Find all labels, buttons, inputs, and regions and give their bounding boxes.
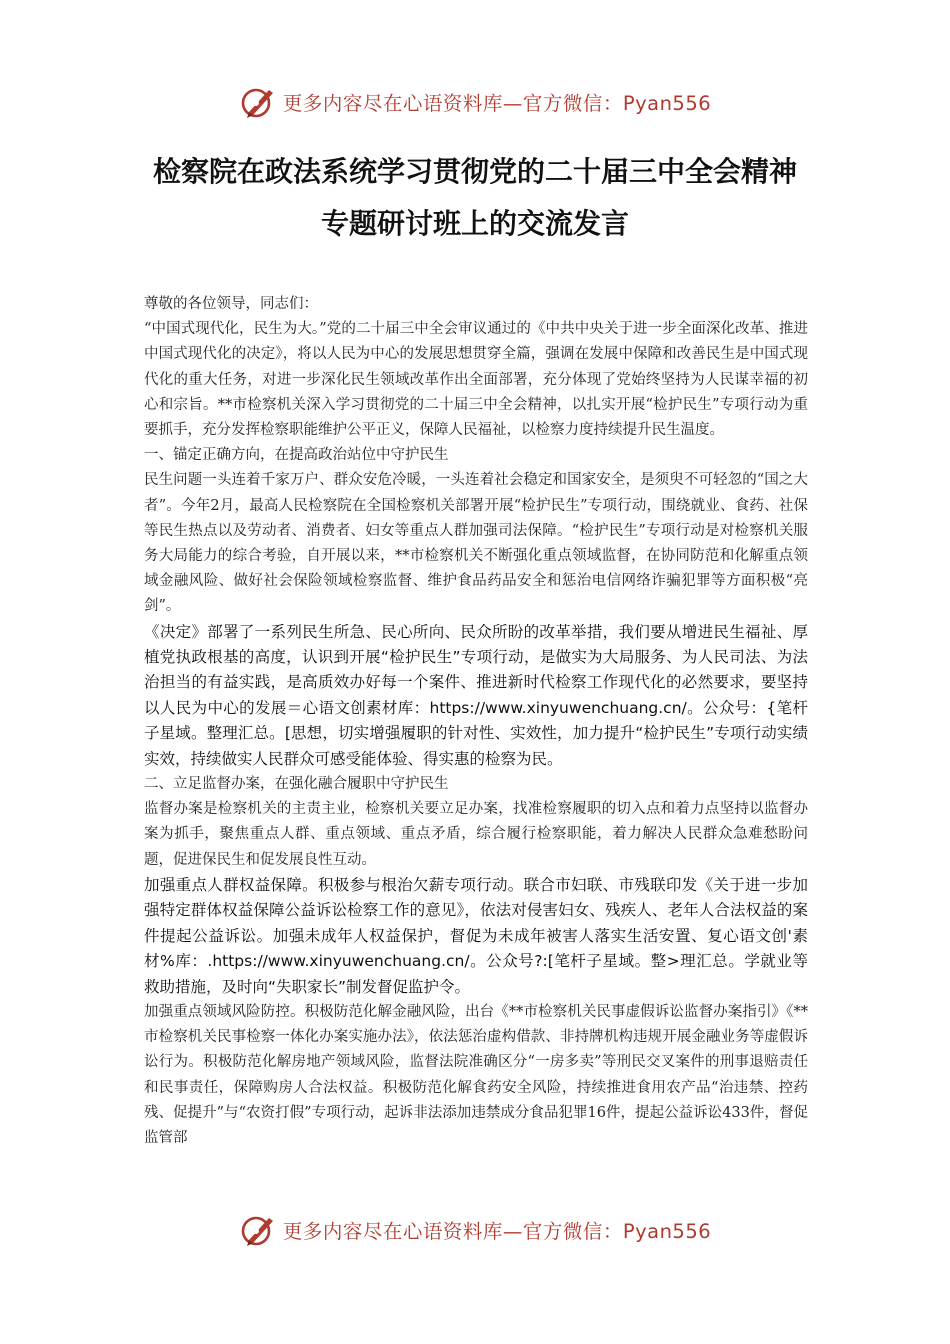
section-2-paragraph-3: 加强重点领域风险防控。积极防范化解金融风险，出台《**市检察机关民事虚假诉讼监督办案指引》《**市检察机关民事检察一体化办案实施办法》，依法惩治虚构借款、非持牌机构违规开展金融业务等虚假诉讼行为。积极防范化解房地产领域风险，监督法院准确区分“一房多卖”等刑民交叉案件的刑事退赔责任和民事责任，保障购房人合法权益。积极防范化解食药安全风险，持续推进食用农产品“治违禁、控药残、促提升”与“农资打假”专项行动，起诉非法添加违禁成分食品犯罪16件，提起公益诉讼433件，督促监管部 [144, 1003, 808, 1146]
pen-logo-icon [239, 82, 279, 122]
section-1-paragraph-1: 民生问题一头连着千家万户、群众安危冷暖，一头连着社会稳定和国家安全，是须臾不可轻忽的“国之大者”。今年2月，最高人民检察院在全国检察机关部署开展“检护民生”专项行动，围绕就业、食药、社保等民生热点以及劳动者、消费者、妇女等重点人群加强司法保障。“检护民生”专项行动是对检察机关服务大局能力的综合考验，自开展以来，**市检察机关不断强化重点领域监督，在协同防范和化解重点领域金融风险、做好社会保险领域检察监督、维护食品药品安全和惩治电信网络诈骗犯罪等方面积极“亮剑”。 [144, 472, 808, 615]
document-title-line-2: 专题研讨班上的交流发言 [320, 207, 629, 240]
document-body [144, 292, 808, 1151]
pen-logo-icon [239, 1210, 279, 1250]
section-2-paragraph-2: 加强重点人群权益保障。积极参与根治欠薪专项行动。联合市妇联、市残联印发《关于进一步加强特定群体权益保障公益诉讼检察工作的意见》，依法对侵害妇女、残疾人、老年人合法权益的案件提起公益诉讼。加强未成年人权益保护，督促为未成年被害人落实生活安置、复心语文创'素材%库：.https://www.xinyuwenchuang.cn/。公众号?:[笔杆子星域。整>理汇总。学就业等救助措施，及时向“失职家长”制发督促监护令。 [144, 875, 808, 996]
intro-paragraph: “中国式现代化，民生为大。”党的二十届三中全会审议通过的《中共中央关于进一步全面深化改革、推进中国式现代化的决定》，将以人民为中心的发展思想贯穿全篇，强调在发展中保障和改善民生是中国式现代化的重大任务，对进一步深化民生领域改革作出全面部署，充分体现了党始终坚持为人民谋幸福的初心和宗旨。**市检察机关深入学习贯彻党的二十届三中全会精神，以扎实开展“检护民生”专项行动为重要抓手，充分发挥检察职能维护公平正义，保障人民福祉，以检察力度持续提升民生温度。 [144, 321, 808, 439]
header-banner [0, 82, 950, 122]
banner-text: 更多内容尽在心语资料库—官方微信：Pyan556 [282, 92, 712, 115]
document-title-line-1: 检察院在政法系统学习贯彻党的二十届三中全会精神 [152, 155, 797, 188]
banner-text: 更多内容尽在心语资料库—官方微信：Pyan556 [282, 1220, 712, 1243]
section-1-paragraph-2: 《决定》部署了一系列民生所急、民心所向、民众所盼的改革举措，我们要从增进民生福祉、厚植党执政根基的高度，认识到开展“检护民生”专项行动，是做实为大局服务、为人民司法、为法治担当的有益实践，是高质效办好每一个案件、推进新时代检察工作现代化的必然要求，要坚持以人民为中心的发展＝心语文创素材库：https://www.xinyuwenchuang.cn/。公众号：{笔杆子星域。整理汇总。[思想，切实增强履职的针对性、实效性，加力提升“检护民生”专项行动实绩实效，持续做实人民群众可感受能体验、得实惠的检察为民。 [144, 622, 808, 768]
section-1-heading: 一、锚定正确方向，在提高政治站位中守护民生 [144, 447, 449, 464]
section-2-heading: 二、立足监督办案，在强化融合履职中守护民生 [144, 776, 449, 793]
greeting: 尊敬的各位领导，同志们： [144, 296, 318, 312]
section-2-paragraph-1: 监督办案是检察机关的主责主业，检察机关要立足办案，找准检察履职的切入点和着力点坚持以监督办案为抓手，聚焦重点人群、重点领域、重点矛盾，综合履行检察职能，着力解决人民群众急难愁盼问题，促进保民生和促发展良性互动。 [144, 801, 808, 868]
footer-banner [0, 1210, 950, 1250]
